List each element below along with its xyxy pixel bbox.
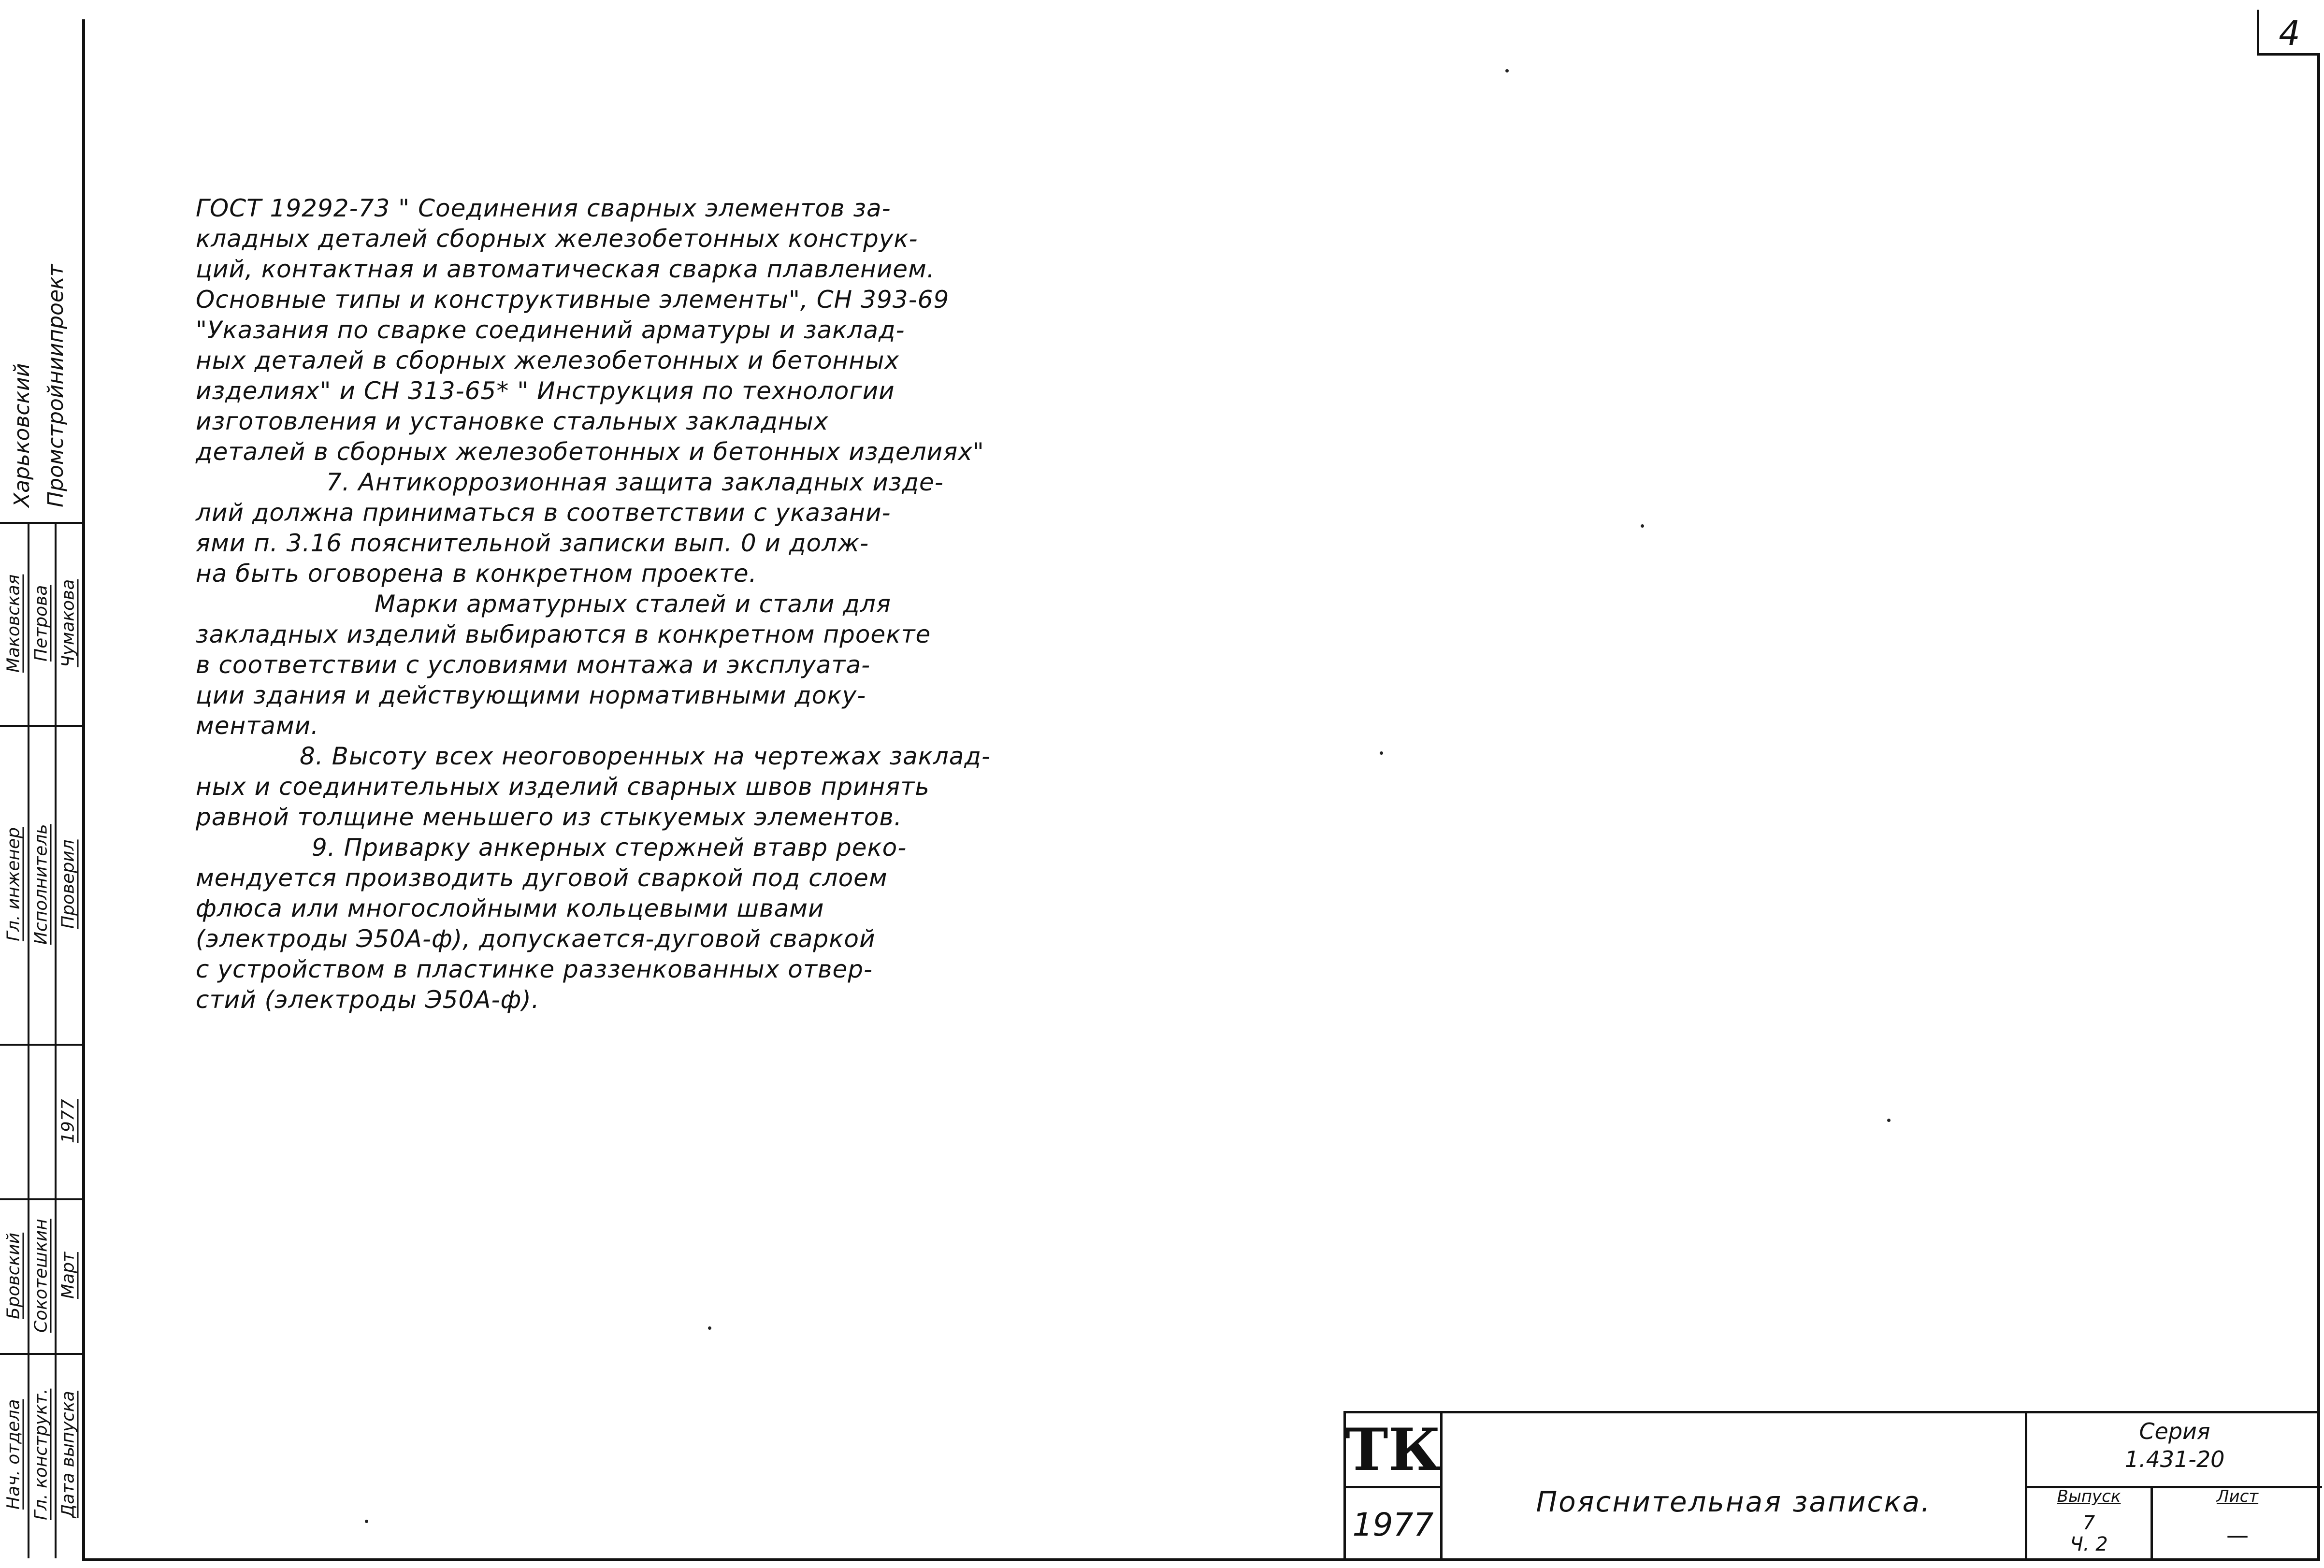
title-block-year: 1977 [1346,1488,1443,1561]
text-line: деталей в сборных железобетонных и бетонных изделиях" [196,438,984,466]
paragraph-7-line: ями п. 3.16 пояснительной записки вып. 0 и долж- [196,529,869,557]
paragraph-8-line: 8. Высоту всех неоговоренных на чертежах заклад- [300,742,991,770]
sheet-value: — [2226,1522,2249,1548]
paragraph-9-line: стий (электроды Э50А-ф). [196,986,540,1014]
text-line: Основные типы и конструктивные элементы", СН 393-69 [196,286,950,314]
issue-label: Выпуск [2057,1487,2121,1506]
stamp-name-cell: Чумакова [58,579,78,668]
series-panel [2025,1413,2322,1561]
series-value: 1.431-20 [2124,1446,2225,1472]
side-org-line1: Харьковский [10,363,34,507]
steel-grades-line: ментами. [196,712,319,740]
text-line: изделиях" и СН 313-65* " Инструкция по технологии [196,377,895,405]
scan-speck [1380,751,1383,755]
sheet-label: Лист [2216,1487,2259,1506]
stamp-year-cell: 1977 [58,1099,78,1143]
stamp-role-cell: Исполнитель [31,824,51,945]
paragraph-9-line: 9. Приварку анкерных стержней втавр реко- [312,834,907,862]
stamp-role-cell: Нач. отдела [3,1399,24,1510]
text-line: изготовления и установке стальных закладных [196,407,829,435]
tk-logo: ТК [1346,1413,1443,1488]
frame-left-border [82,19,85,1558]
text-line: "Указания по сварке соединений арматуры и заклад- [196,316,905,344]
page-number: 4 [2279,14,2300,53]
paragraph-9-line: флюса или многослойными кольцевыми швами [196,894,824,922]
steel-grades-line: в соответствии с условиями монтажа и эксплуата- [196,651,871,679]
frame-right-border [2317,53,2320,1561]
text-line: ных деталей в сборных железобетонных и бетонных [196,346,900,374]
stamp-name-cell: Март [58,1252,78,1299]
paragraph-9-line: (электроды Э50А-ф), допускается-дуговой сваркой [196,925,876,953]
side-organization [5,82,77,507]
paragraph-8-line: равной толщине меньшего из стыкуемых элементов. [196,803,902,831]
paragraph-7-line: лий должна приниматься в соответствии с указани- [196,499,891,527]
side-stamp-table [0,522,82,1558]
issue-number: 7 [2082,1512,2095,1534]
scan-speck [1641,524,1644,528]
stamp-role-cell: Дата выпуска [58,1391,78,1518]
title-block [1343,1411,2320,1561]
scan-speck [365,1520,368,1523]
paragraph-9-line: с устройством в пластинке раззенкованных отвер- [196,955,873,983]
steel-grades-line: закладных изделий выбираются в конкретном проекте [196,620,931,648]
steel-grades-line: Марки арматурных сталей и стали для [375,590,891,618]
stamp-name-cell: Петрова [31,585,51,662]
text-line: ций, контактная и автоматическая сварка плавлением. [196,255,935,283]
scan-speck [1505,69,1509,72]
document-title: Пояснительная записка. [1536,1485,1932,1518]
paragraph-8-line: ных и соединительных изделий сварных швов принять [196,773,930,801]
scan-speck [1887,1119,1891,1122]
issue-value [2027,1512,2151,1555]
stamp-role-cell: Проверил [58,839,78,929]
steel-grades-line: ции здания и действующими нормативными доку- [196,681,866,709]
issue-part: Ч. 2 [2070,1533,2108,1555]
side-org-line2: Промстройниипроект [43,264,68,507]
stamp-name-cell: Маковская [3,574,24,673]
text-line: кладных деталей сборных железобетонных конструк- [196,225,918,253]
text-line: ГОСТ 19292-73 " Соединения сварных элементов за- [196,194,891,222]
stamp-role-cell: Гл. конструкт. [31,1388,51,1521]
stamp-role-cell: Гл. инженер [3,827,24,942]
stamp-name-cell: Бровский [3,1232,24,1319]
explanatory-note-text [196,193,1191,1015]
scan-speck [708,1326,711,1330]
paragraph-9-line: мендуется производить дуговой сваркой под слоем [196,864,888,892]
page-number-box [2257,10,2320,56]
series-label: Серия [2139,1418,2210,1444]
stamp-name-cell: Сокотешкин [31,1219,51,1333]
paragraph-7-line: на быть оговорена в конкретном проекте. [196,560,757,588]
paragraph-7-line: 7. Антикоррозионная защита закладных изде- [326,468,944,496]
